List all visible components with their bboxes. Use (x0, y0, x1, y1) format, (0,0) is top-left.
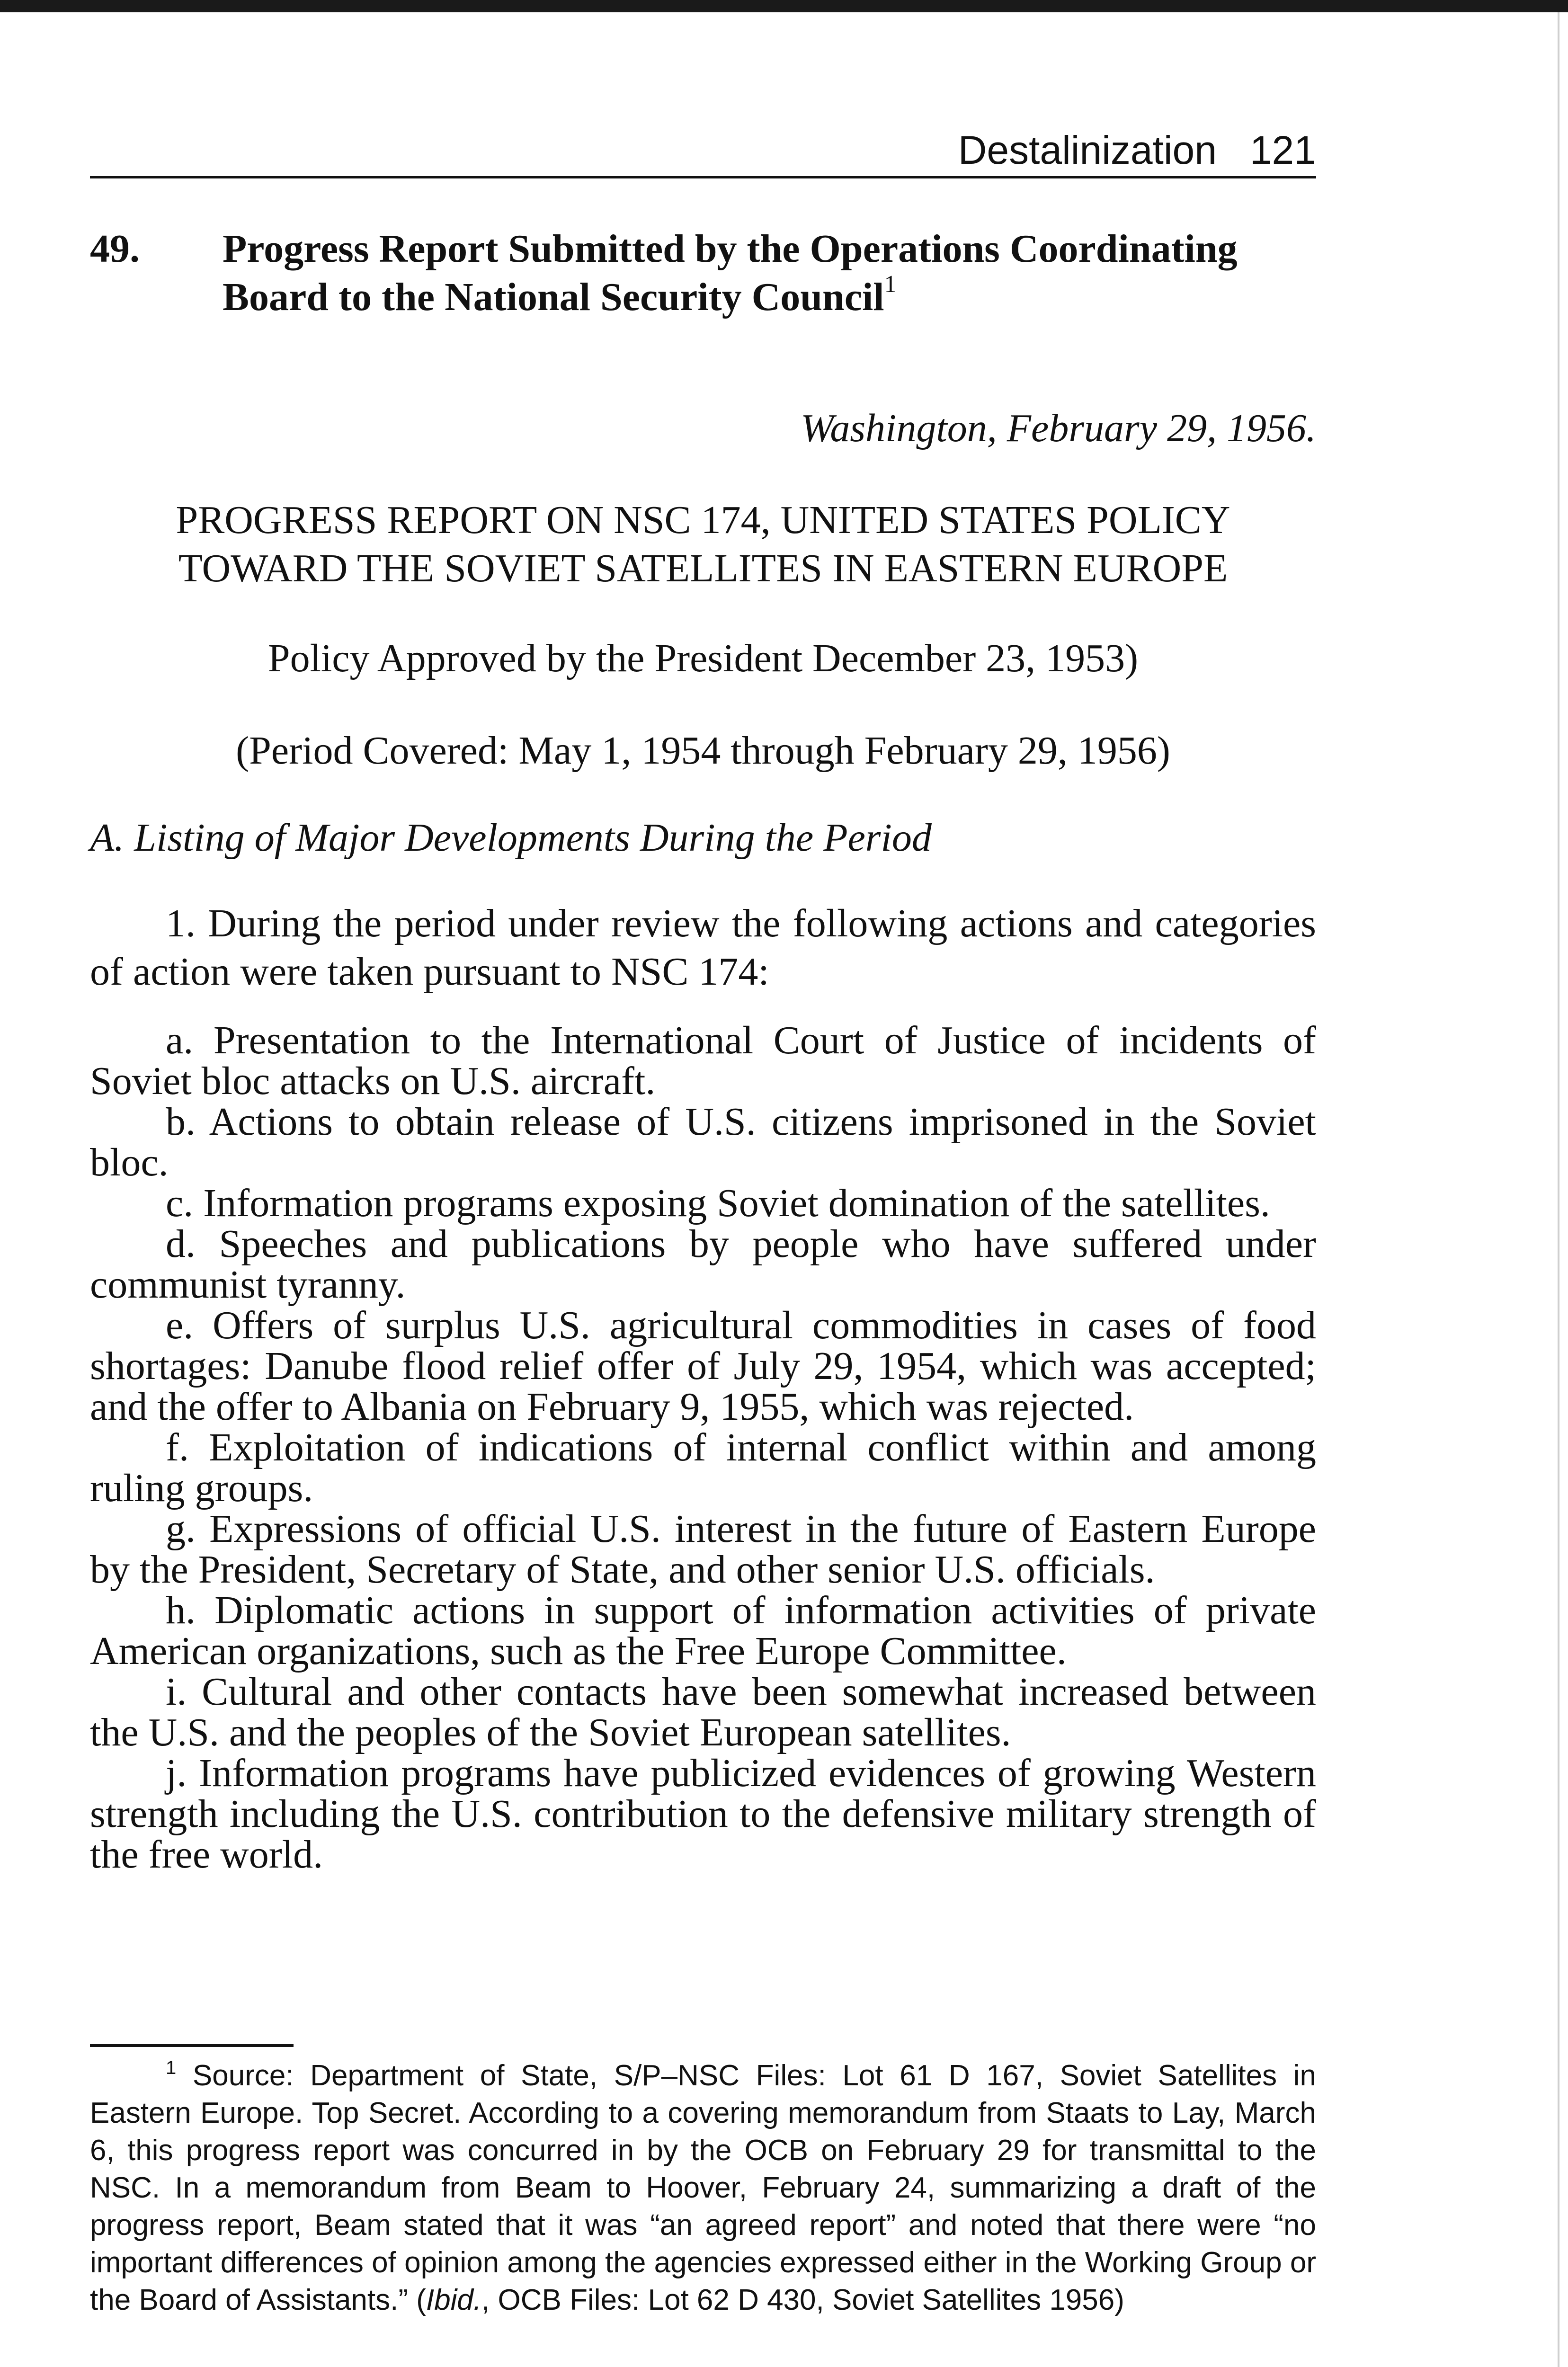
footnote-reference: 1 (884, 271, 897, 298)
page-top-border (0, 0, 1568, 12)
list-item-i: i. Cultural and other contacts have been somewhat increased between the U.S. and the peoples of the Soviet European satellites. (90, 1670, 1316, 1754)
intro-paragraph: 1. During the period under review the following actions and categories of action were taken pursuant to NSC 174: (90, 901, 1316, 994)
running-head (90, 124, 1316, 178)
footnote-divider (90, 2044, 294, 2047)
list-item-j: j. Information programs have publicized evidences of growing Western strength including the U.S. contribution to the defensive military strength of the free world. (90, 1751, 1316, 1877)
list-item-c: c. Information programs exposing Soviet domination of the satellites. (166, 1181, 1270, 1225)
page-number: 121 (1249, 128, 1316, 172)
list-item-b: b. Actions to obtain release of U.S. citizens imprisoned in the Soviet bloc. (90, 1100, 1316, 1184)
policy-approved-line: Policy Approved by the President December 23, 1953) (267, 636, 1139, 680)
document-title (223, 225, 1316, 321)
report-heading-line-2: TOWARD THE SOVIET SATELLITES IN EASTERN EUROPE (178, 546, 1228, 590)
footnote-text-1: Source: Department of State, S/P–NSC Files: Lot 61 D 167, Soviet Satellites in Eastern Europe. Top Secret. According to a covering memorandum from Staats to Lay, March 6, this progress report was concurred in by the OCB on February 29 for transmittal to the NSC. In a memorandum from Beam to Hoover, February 24, summarizing a draft of the progress report, Beam stated that it was “an agreed report” and noted that there were “no important differences of opinion among the agencies expressed either in the Working Group or the Board of Assistants.” ( (90, 2059, 1316, 2316)
document-title-text: Progress Report Submitted by the Operations Coordinating Board to the National Security Council (223, 227, 1238, 319)
action-list (90, 1020, 1316, 1875)
list-item-a: a. Presentation to the International Court of Justice of incidents of Soviet bloc attacks on U.S. aircraft. (90, 1018, 1316, 1103)
list-item-g: g. Expressions of official U.S. interest in the future of Eastern Europe by the President, Secretary of State, and other senior U.S. officials. (90, 1507, 1316, 1592)
list-item-e: e. Offers of surplus U.S. agricultural commodities in cases of food shortages: Danube flood relief offer of July 29, 1954, which was accepted; and the offer to Albania on February 9, 1955, which was rejected. (90, 1303, 1316, 1429)
section-title: A. Listing of Major Developments During the Period (90, 816, 932, 860)
list-item-d: d. Speeches and publications by people who have suffered under communist tyranny. (90, 1222, 1316, 1307)
dateline: Washington, February 29, 1956. (801, 406, 1316, 450)
footnote-number: 1 (166, 2057, 177, 2078)
period-covered-line: (Period Covered: May 1, 1954 through February 29, 1956) (236, 729, 1170, 773)
page-right-edge (1558, 12, 1559, 2367)
running-head-title: Destalinization (958, 128, 1217, 172)
report-heading-line-1: PROGRESS REPORT ON NSC 174, UNITED STATES POLICY (176, 498, 1230, 542)
document-number: 49. (90, 227, 140, 271)
footnote (90, 2057, 1316, 2319)
list-item-h: h. Diplomatic actions in support of information activities of private American organizations, such as the Free Europe Committee. (90, 1588, 1316, 1673)
list-item-f: f. Exploitation of indications of internal conflict within and among ruling groups. (90, 1425, 1316, 1510)
footnote-ibid: Ibid. (426, 2284, 482, 2316)
footnote-text-2: , OCB Files: Lot 62 D 430, Soviet Satellites 1956) (481, 2284, 1124, 2316)
